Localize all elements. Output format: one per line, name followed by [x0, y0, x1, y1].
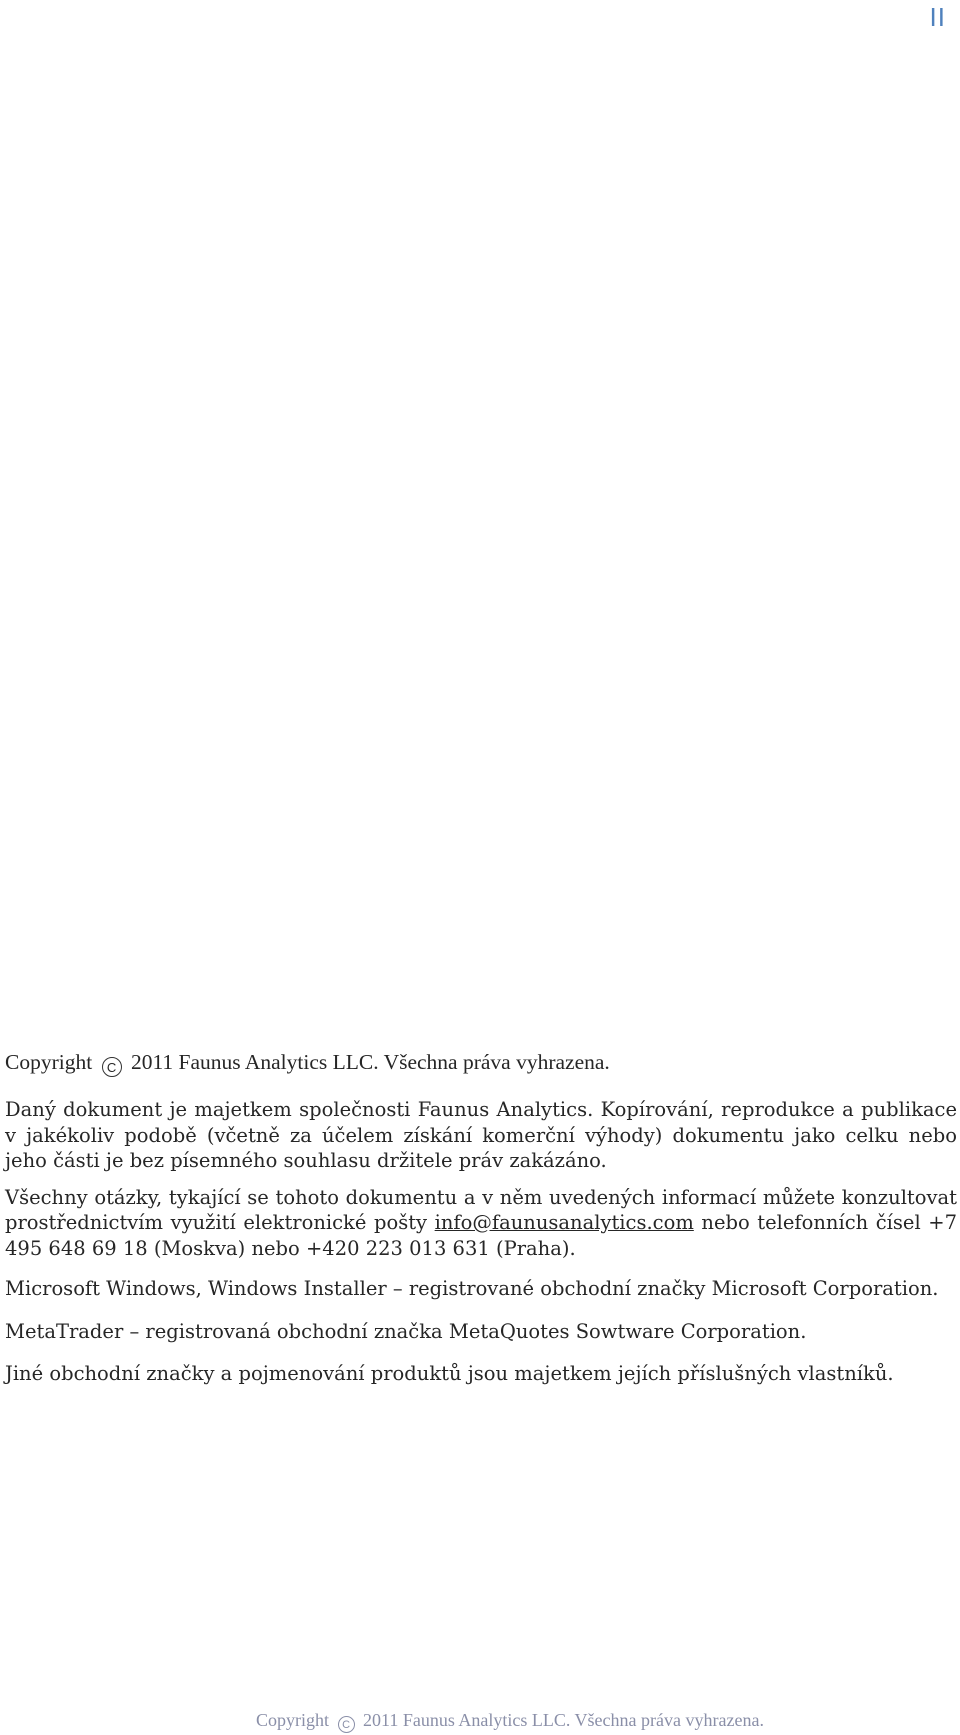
other-trademarks-paragraph: Jiné obchodní značky a pojmenování produktů jsou majetkem jejích příslušných vlastníků.	[5, 1362, 894, 1385]
copyright-icon: C	[102, 1057, 122, 1077]
contact-text-end: nebo telefonních čísel +7 495 648 69 18 (Moskva) nebo +420 223 013 631 (Praha).	[5, 1211, 958, 1260]
page-number: II	[929, 2, 946, 32]
contact-text-start: Všechny otázky, tykající se tohoto dokumentu a v něm uvedených informací můžete konzultovat prostřednictvím využití elektronické pošty	[5, 1185, 957, 1234]
email-link[interactable]: info@faunusanalytics.com	[434, 1211, 694, 1234]
microsoft-trademark-paragraph: Microsoft Windows, Windows Installer – registrované obchodní značky Microsoft Corporation.	[5, 1277, 939, 1300]
copyright-text: 2011 Faunus Analytics LLC. Všechna práva vyhrazena.	[130, 1050, 610, 1074]
ownership-paragraph: Daný dokument je majetkem společnosti Faunus Analytics. Kopírování, reprodukce a publikace v jakékoliv podobě (včetně za účelem získání komerční výhody) dokumentu jako celku nebo jeho části je bez písemného souhlasu držitele práv zakázáno.	[5, 1098, 957, 1172]
metatrader-trademark-paragraph: MetaTrader – registrovaná obchodní značka MetaQuotes Sowtware Corporation.	[5, 1319, 807, 1343]
contact-paragraph	[5, 1185, 957, 1262]
copyright-line	[5, 1050, 957, 1077]
page-footer	[0, 1710, 960, 1733]
document-body	[5, 1050, 957, 1387]
footer-copyright-prefix: Copyright	[256, 1710, 330, 1730]
footer-copyright-text: 2011 Faunus Analytics LLC. Všechna práva vyhrazena.	[363, 1710, 764, 1730]
copyright-prefix: Copyright	[5, 1050, 93, 1074]
footer-copyright-icon: C	[338, 1716, 355, 1733]
